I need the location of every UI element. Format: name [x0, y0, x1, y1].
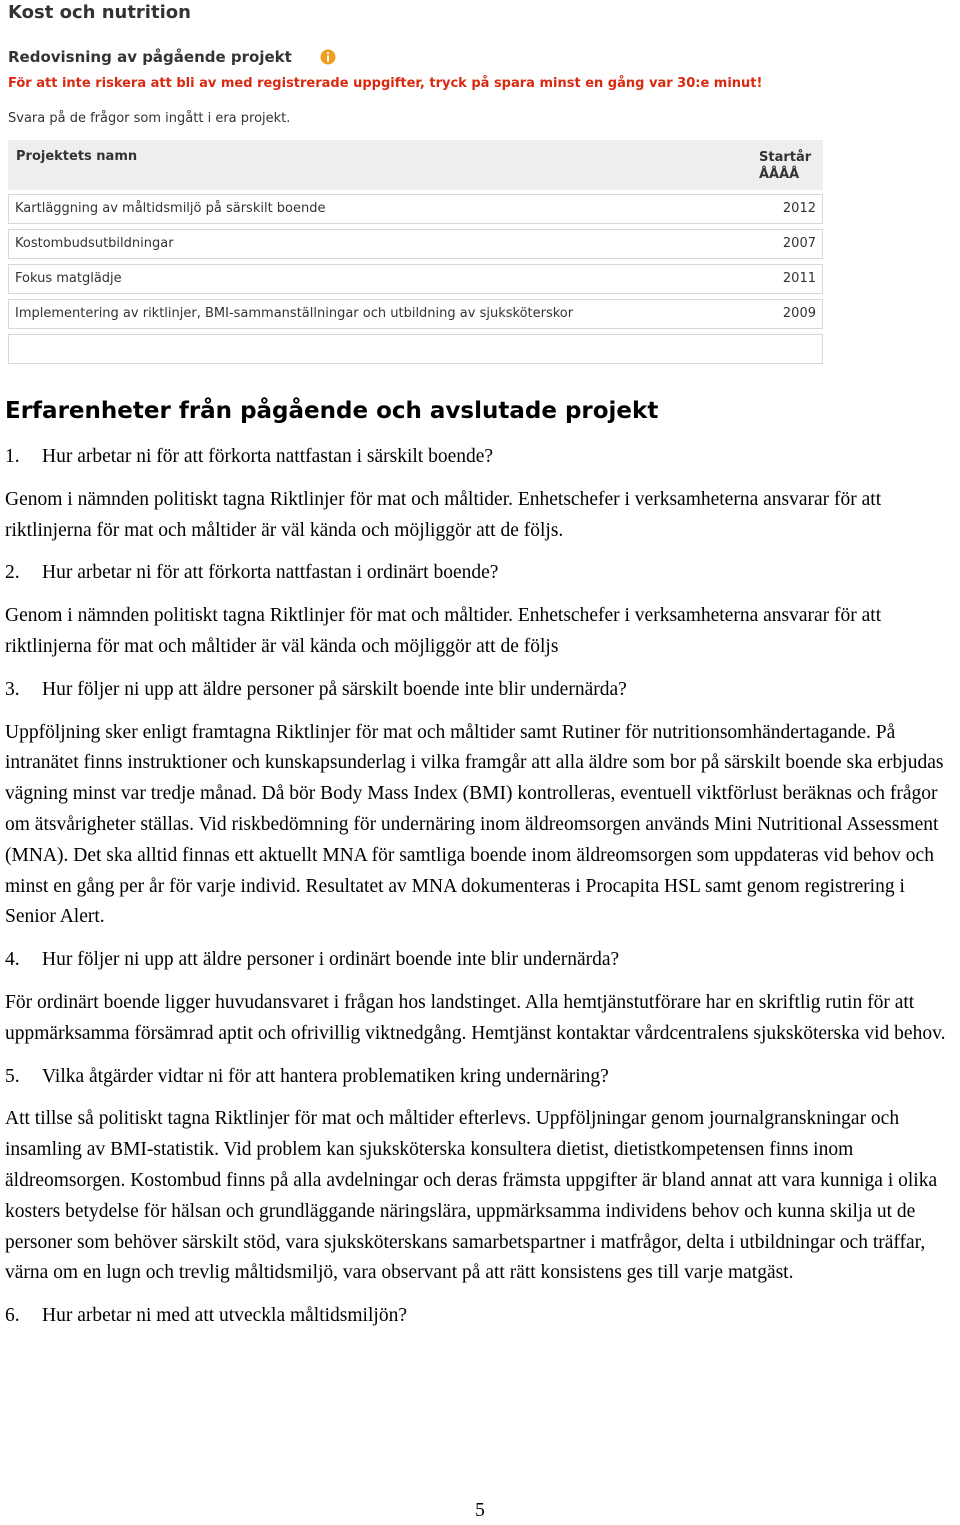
question-number: 3. [5, 678, 20, 700]
project-start-year: 2007 [782, 236, 816, 251]
save-warning: För att inte riskera att bli av med registrerade uppgifter, tryck på spara minst en gång var 30:e minut! [8, 76, 763, 91]
screenshot-title: Kost och nutrition [8, 2, 191, 23]
project-name: Implementering av riktlinjer, BMI-sammanställningar och utbildning av sjuksköterskor [15, 306, 574, 321]
answer-4: För ordinärt boende ligger huvudansvaret i frågan hos landstinget. Alla hemtjänstutförare har en skriftlig rutin för att uppmärksamma försämrad aptit och ofrivillig viktnedgång. Hemtjänst kontaktar vårdcentralens sjuksköterska vid behov. [5, 991, 946, 1044]
document-heading: Erfarenheter från pågående och avslutade projekt [5, 398, 659, 424]
table-row[interactable] [8, 299, 823, 329]
question-text: Hur följer ni upp att äldre personer i ordinärt boende inte blir undernärda? [42, 949, 620, 971]
page-number: 5 [475, 1500, 485, 1521]
question-5 [5, 1062, 960, 1093]
question-number: 1. [5, 446, 20, 467]
table-row-empty[interactable] [8, 334, 823, 364]
column-header-name: Projektets namn [16, 149, 138, 164]
question-number: 2. [5, 562, 20, 584]
answer-2: Genom i nämnden politiskt tagna Riktlinjer för mat och måltider. Enhetschefer i verksamheterna ansvarar för att riktlinjerna för mat och måltider är väl kända och möjliggör att de följs [5, 605, 882, 657]
instruction-text: Svara på de frågor som ingått i era projekt. [8, 111, 291, 126]
question-number: 5. [5, 1065, 20, 1087]
column-header-year-label: Startår [759, 150, 812, 165]
project-name: Fokus matglädje [15, 271, 122, 286]
question-2 [5, 558, 960, 589]
question-text: Vilka åtgärder vidtar ni för att hantera problematiken kring undernäring? [42, 1065, 609, 1087]
question-4 [5, 945, 960, 976]
project-name: Kartläggning av måltidsmiljö på särskilt boende [15, 201, 326, 216]
question-6 [5, 1301, 960, 1332]
answer-3: Uppföljning sker enligt framtagna Riktlinjer för mat och måltider samt Rutiner för nutritionsomhändertagande. På intranätet finns instruktioner och kunskapsunderlag i vilka framgår att alla äldre som bor på särskilt boende ska erbjudas vägning minst var tredje månad. Då bör Body Mass Index (BMI) kontrolleras, eventuell viktförlust beräknas och frågor om ätsvårigheter ställas. Vid riskbedömning för undernäring inom äldreomsorgen används Mini Nutritional Assessment (MNA). Det ska alltid finnas ett aktuellt MNA för samtliga boende inom äldreomsorgen som uppdateras vid behov och minst en gång per år för varje individ. Resultatet av MNA dokumenteras i Procapita HSL samt genom registrering i Senior Alert. [5, 721, 944, 928]
table-row[interactable] [8, 229, 823, 259]
table-header [8, 140, 823, 190]
question-1 [5, 442, 960, 473]
question-3 [5, 675, 960, 706]
section-title: Redovisning av pågående projekt [8, 48, 292, 66]
question-number: 4. [5, 949, 20, 971]
project-name: Kostombudsutbildningar [15, 236, 174, 251]
project-start-year: 2009 [782, 306, 816, 321]
table-row[interactable] [8, 264, 823, 294]
question-text: Hur arbetar ni med att utveckla måltidsmiljön? [42, 1305, 407, 1327]
project-start-year: 2012 [782, 201, 816, 216]
column-header-year [759, 149, 819, 183]
embedded-screenshot [0, 0, 840, 370]
project-start-year: 2011 [782, 271, 816, 286]
table-row[interactable] [8, 194, 823, 224]
question-text: Hur följer ni upp att äldre personer på särskilt boende inte blir undernärda? [42, 678, 627, 700]
answer-5: Att tillse så politiskt tagna Riktlinjer för mat och måltider efterlevs. Uppföljningar genom journalgranskningar och insamling av BMI-statistik. Vid problem kan sjuksköterska konsultera dietist, dietistkompetensen finns inom äldreomsorgen. Kostombud finns på alla avdelningar och deras främsta uppgifter är bland annat att vara kunniga i olika kosters betydelse för hälsan och grundläggande näringslära, uppmärksamma individens behov och kunna skilja ut de personer som behöver särskilt stöd, vara sjuksköterskans samarbetspartner i matfrågor, delta i utbildningar och träffar, värna om en lugn och trevlig måltidsmiljö, vara observant på att rätt konsistens ges till varje matgäst. [5, 1108, 938, 1284]
question-number: 6. [5, 1305, 20, 1327]
column-header-year-format: ÅÅÅÅ [759, 167, 800, 182]
answer-1: Genom i nämnden politiskt tagna Riktlinjer för mat och måltider. Enhetschefer i verksamheterna ansvarar för att riktlinjerna för mat och måltider är väl kända och möjliggör att de följs. [5, 488, 882, 541]
question-text: Hur arbetar ni för att förkorta nattfastan i ordinärt boende? [42, 562, 499, 584]
question-text: Hur arbetar ni för att förkorta nattfastan i särskilt boende? [42, 446, 494, 467]
document-body [5, 442, 960, 1344]
info-icon[interactable] [320, 49, 336, 65]
